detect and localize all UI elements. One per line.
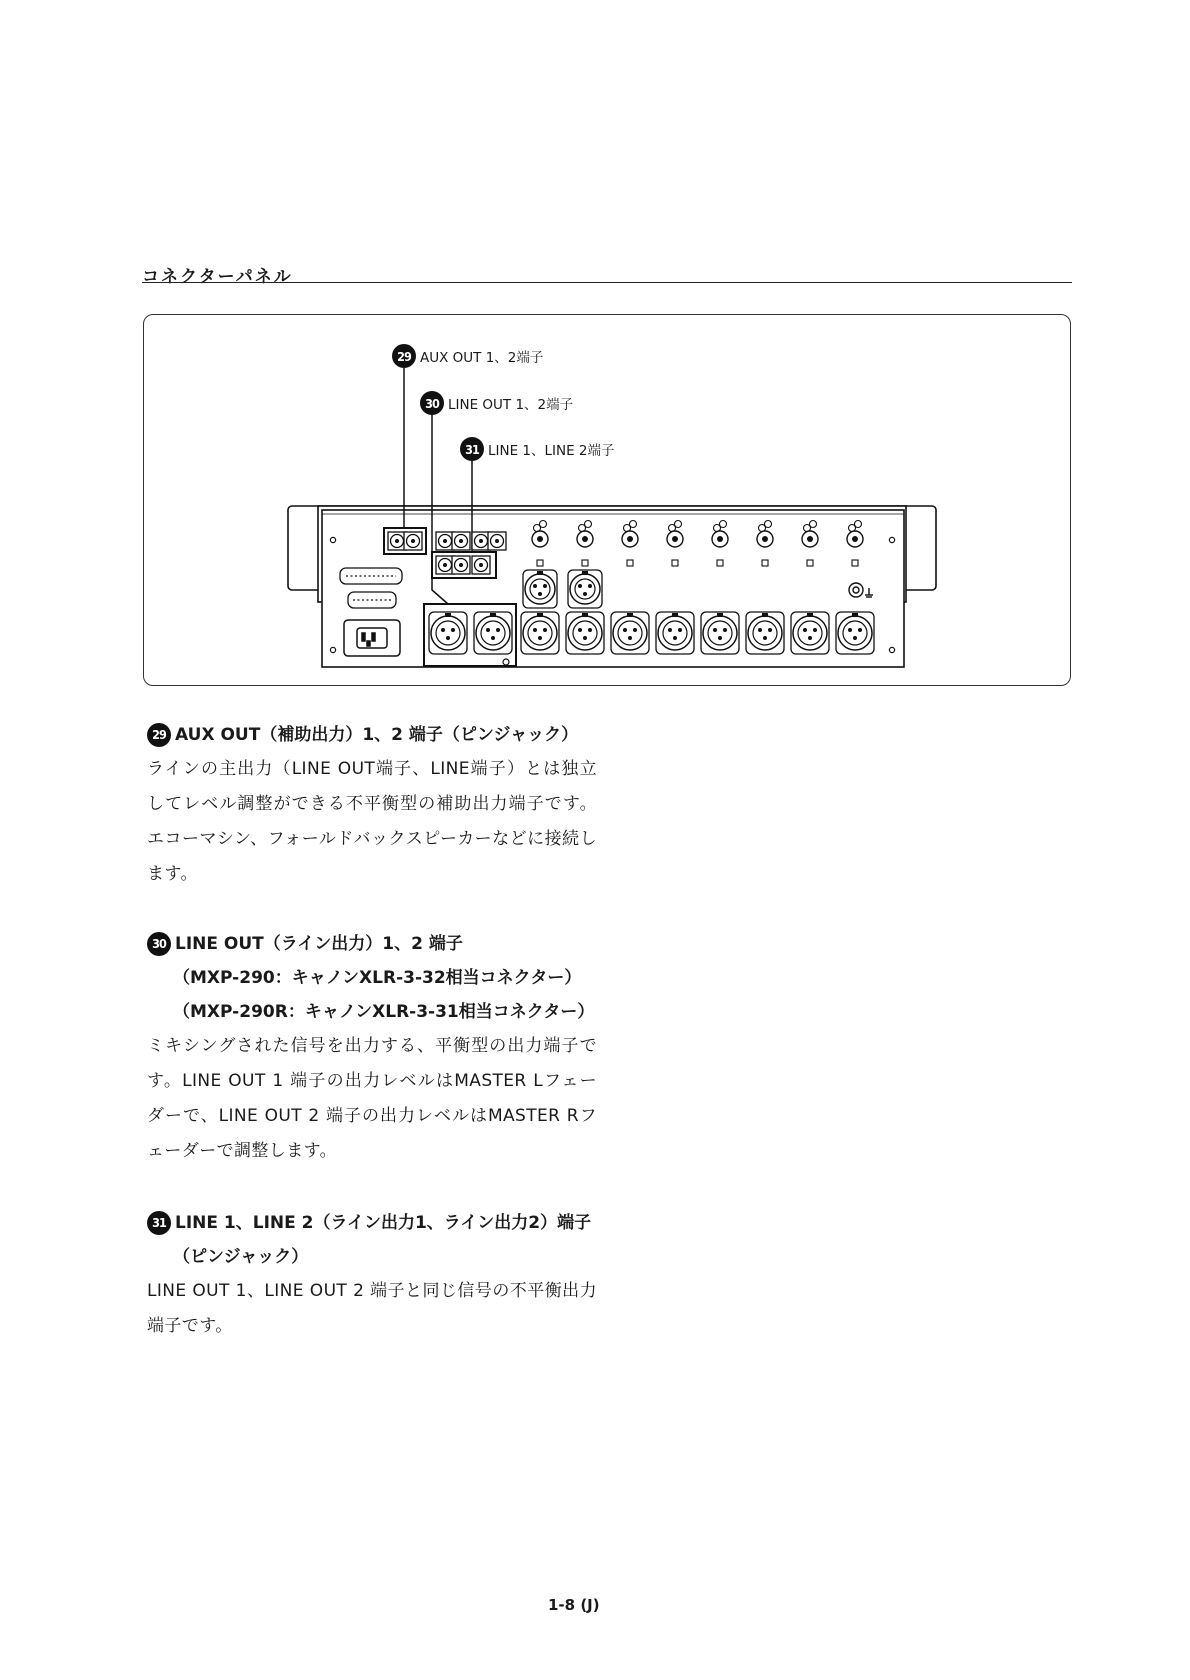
- rca-jack: [472, 556, 490, 574]
- callout-label: LINE 1、LINE 2端子: [488, 443, 615, 459]
- xlr-connector: [474, 612, 512, 654]
- rca-jack: [404, 532, 422, 550]
- page-number: 1-8 (J): [548, 1596, 600, 1614]
- xlr-connector: [523, 570, 557, 608]
- item-heading-text: LINE OUT（ライン出力）1、2 端子: [175, 934, 463, 954]
- callout-label: LINE OUT 1、2端子: [448, 397, 574, 413]
- item-subline: （MXP-290：キャノンXLR-3-32相当コネクター）: [173, 968, 582, 988]
- item-subline: （ピンジャック）: [173, 1247, 309, 1267]
- item-aux-out: [147, 718, 607, 892]
- rca-jack: [436, 556, 454, 574]
- rca-jack: [436, 532, 454, 550]
- xlr-connector: [836, 612, 874, 654]
- item-heading-text: LINE 1、LINE 2（ライン出力1、ライン出力2）端子: [175, 1213, 592, 1233]
- item-line-out: [147, 927, 607, 1169]
- xlr-connector: [656, 612, 694, 654]
- item-heading-text: AUX OUT（補助出力）1、2 端子（ピンジャック）: [175, 725, 579, 745]
- callout-number: 29: [392, 344, 416, 368]
- item-heading: [147, 1206, 607, 1240]
- callout-number: 30: [420, 391, 444, 415]
- callout-label: AUX OUT 1、2端子: [420, 350, 544, 366]
- xlr-connector: [746, 612, 784, 654]
- item-subline: （MXP-290R：キャノンXLR-3-31相当コネクター）: [173, 1002, 595, 1022]
- xlr-connector: [568, 570, 602, 608]
- item-number: 29: [147, 723, 171, 747]
- item-paragraph: ミキシングされた信号を出力する、平衡型の出力端子です。LINE OUT 1 端子の出力レベルはMASTER Lフェーダーで、LINE OUT 2 端子の出力レベルはMASTER Rフェーダーで調整します。: [147, 1036, 597, 1161]
- callout-line: [460, 437, 615, 461]
- xlr-connector: [429, 612, 467, 654]
- rca-jack: [452, 556, 470, 574]
- rca-jack: [452, 532, 470, 550]
- item-heading: [147, 718, 607, 752]
- item-number: 30: [147, 932, 171, 956]
- item-heading: [147, 927, 607, 961]
- item-paragraph: ラインの主出力（LINE OUT端子、LINE端子）とは独立してレベル調整ができる不平衡型の補助出力端子です。エコーマシン、フォールドバックスピーカーなどに接続します。: [147, 759, 597, 884]
- xlr-connector: [791, 612, 829, 654]
- xlr-connector: [521, 612, 559, 654]
- connector-panel-diagram: [0, 0, 1190, 700]
- rca-jack: [388, 532, 406, 550]
- callout-number: 31: [460, 437, 484, 461]
- xlr-connector: [701, 612, 739, 654]
- rca-jack: [488, 532, 506, 550]
- item-line: [147, 1206, 607, 1344]
- callout-aux-out: [392, 344, 543, 368]
- section-heading: コネクターパネル: [142, 267, 293, 287]
- ac-inlet: [344, 620, 400, 656]
- item-number: 31: [147, 1211, 171, 1235]
- xlr-connector: [611, 612, 649, 654]
- item-paragraph: LINE OUT 1、LINE OUT 2 端子と同じ信号の不平衡出力端子です。: [147, 1281, 597, 1336]
- xlr-connector: [566, 612, 604, 654]
- callout-line-out: [420, 391, 573, 415]
- rca-jack: [472, 532, 490, 550]
